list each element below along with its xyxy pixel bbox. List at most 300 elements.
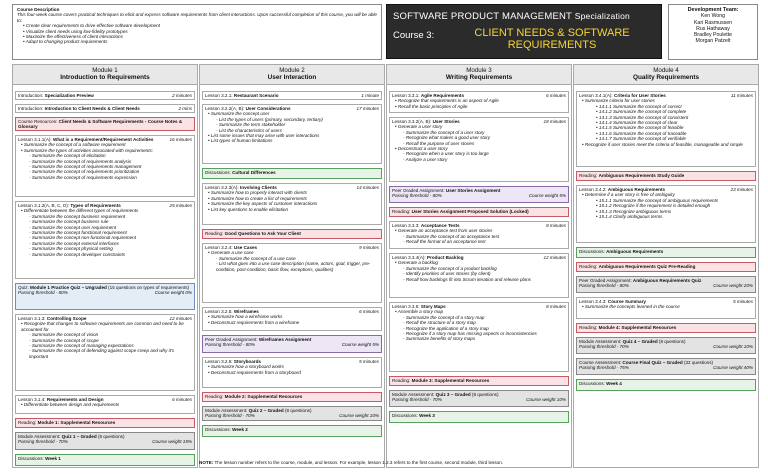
item-duration: 12 minutes [169, 316, 192, 321]
passing-threshold: Passing threshold - 70% [18, 439, 68, 445]
specialization-banner [386, 4, 662, 59]
item-type-label: Discussions: [392, 413, 418, 418]
item-name[interactable]: Storyboards [233, 359, 261, 364]
item-name[interactable]: Module 2: Supplemental Resources [224, 394, 303, 399]
module-1-column [12, 64, 198, 468]
course-objectives [17, 23, 377, 45]
item-header [205, 394, 379, 399]
item-type-label: Peer Graded Assignment: [579, 278, 632, 283]
assessment-meta [392, 397, 566, 402]
objective-bullet: • Generate a user story [395, 124, 566, 129]
course-item-red[interactable] [15, 117, 195, 131]
item-name[interactable]: Course Final Quiz – Graded [622, 360, 683, 365]
item-header [18, 420, 192, 425]
objective-bullet: • Summarize how a storyboard works [208, 364, 379, 369]
item-name[interactable]: Types of Requirements [70, 203, 121, 208]
module-title: Quality Requirements [632, 74, 700, 82]
item-extra: (8 questions) [97, 434, 125, 439]
item-name[interactable]: Restaurant Scenario [233, 93, 279, 98]
objective-list [392, 98, 566, 109]
objective-list [579, 192, 753, 219]
objective-bullet: - Recall how backlogs fit into Scrum iteration and release plans [395, 277, 566, 282]
module-header [387, 65, 571, 85]
development-team [668, 4, 758, 60]
objective-item: • Adapt to changing product requirements [23, 39, 377, 44]
item-name[interactable]: Client Needs & Software Requirements - Course Notes & Glossary [18, 119, 183, 130]
item-header [205, 93, 379, 98]
item-duration: 2 mins [178, 106, 192, 111]
item-label-group [18, 456, 61, 461]
item-type-label: Module Assessment: [205, 408, 248, 413]
objective-bullet: - Summarize the concept of an acceptance test [395, 234, 566, 239]
item-type-label: Reading: [579, 173, 598, 178]
item-header [205, 170, 379, 175]
item-label-group [579, 325, 676, 330]
objective-bullet: - Summarize the concept business rule [21, 219, 192, 224]
objective-bullet: - Analyze a user story [395, 157, 566, 162]
objective-bullet: - Summarize the concept of requirements management [21, 164, 192, 169]
objective-bullet: • 15.1.4 Clarify ambiguous terms [582, 214, 753, 219]
item-name[interactable]: Ambiguous Requirements Quiz Pre-Reading [598, 264, 696, 269]
course-item-plain[interactable] [202, 357, 382, 388]
item-type-label: Reading: [205, 231, 224, 236]
module-3-column [386, 64, 572, 468]
item-name[interactable]: User Stories Assignment Proposed Solution (Locked) [411, 209, 529, 214]
course-item-plain[interactable] [202, 307, 382, 331]
footnote [199, 460, 503, 465]
module-4-column [573, 64, 759, 468]
item-name[interactable]: Ambiguous Requirements [607, 187, 666, 192]
item-name[interactable]: Quiz 2 – Graded [248, 408, 284, 413]
objective-bullet: • 14.1.2 Summarize the concept of complete [582, 109, 753, 114]
objective-bullet: • List key questions to enable elicitation [208, 207, 379, 212]
objective-bullet: - Summarize the concept external interfaces [21, 241, 192, 246]
objective-list [579, 98, 753, 147]
objective-bullet: • Deconstruct requirements from a wireframe [208, 320, 379, 325]
objective-bullet: • Recognize if user stories meet the criteria of feasible, manageable and simple [582, 142, 753, 147]
course-weight: Course weight 5% [528, 193, 566, 199]
course-item-plain[interactable] [15, 201, 195, 279]
module-number: Module 1 [92, 67, 118, 74]
course-item-gray[interactable] [576, 276, 756, 293]
item-duration: 12 minutes [543, 255, 566, 260]
item-duration: 6 minutes [172, 397, 192, 402]
item-label-group [205, 231, 301, 236]
objective-list [18, 142, 192, 180]
item-type-label: Quiz: [18, 285, 29, 290]
item-type-label: Peer Graded Assignment: [392, 188, 445, 193]
course-item-plain[interactable] [202, 91, 382, 100]
objective-bullet: - Summarize the concept of requirements analysis [21, 159, 192, 164]
course-description-title: Course Description [17, 7, 60, 12]
objective-bullet: • 15.1.1 Summarize the concept of ambiguous requirements [582, 198, 753, 203]
course-item-plain[interactable] [389, 91, 569, 113]
course-item-gray[interactable] [576, 358, 756, 375]
objective-bullet: • 14.1.7 Summarize the concept of verifiable [582, 136, 753, 141]
course-item-purple[interactable] [389, 186, 569, 203]
objective-bullet: • Summarize how to properly interact with clients [208, 190, 379, 195]
item-type-label: Lesson 3.3.3: [392, 223, 420, 228]
item-extra: (8 questions) [471, 392, 499, 397]
item-duration: 8 minutes [546, 223, 566, 228]
item-duration: 14 minutes [356, 185, 379, 190]
item-header [392, 413, 566, 418]
item-type-label: Discussions: [205, 427, 231, 432]
objective-bullet: - Summarize the concept of elicitation [21, 153, 192, 158]
team-member: Rus Hathaway [696, 25, 730, 32]
item-header [18, 456, 192, 461]
course-item-blue[interactable] [15, 283, 195, 310]
item-label-group [205, 394, 302, 399]
objective-bullet: - Recall the format of an acceptance test [395, 239, 566, 244]
item-type-label: Reading: [18, 420, 37, 425]
banner-course-number: Course 3: [393, 30, 435, 41]
objective-list [392, 260, 566, 282]
item-header [579, 264, 753, 269]
item-name[interactable]: Requirements and Design [46, 397, 104, 402]
item-name[interactable]: Product Backlog [427, 255, 464, 260]
item-name[interactable]: Module 1 Practice Quiz – Ungraded [30, 285, 107, 290]
specialization-title: SOFTWARE PRODUCT MANAGEMENT [393, 11, 572, 22]
item-type-label: Module Assessment: [579, 339, 622, 344]
module-number: Module 3 [466, 67, 492, 74]
course-item-red[interactable] [576, 323, 756, 333]
item-type-label: Lesson 3.2.3(A): [205, 185, 239, 190]
item-extra: (32 questions) [683, 360, 714, 365]
item-header [392, 209, 566, 214]
item-label-group [205, 93, 279, 98]
objective-list [18, 208, 192, 257]
item-header [392, 378, 566, 383]
course-weight: Course weight 15% [152, 439, 192, 445]
item-name[interactable]: Quiz 4 – Graded [622, 339, 658, 344]
objective-bullet: • Determine if a user story is free of ambiguity [582, 192, 753, 197]
item-name[interactable]: Ambiguous Requirements Study Guide [598, 173, 685, 178]
item-name[interactable]: Cultural Differences [232, 170, 276, 175]
assessment-meta [205, 342, 379, 347]
objective-bullet: • 14.1.1 Summarize the concept of correct [582, 104, 753, 109]
item-name[interactable]: Story Maps [420, 304, 446, 309]
course-item-green[interactable] [576, 379, 756, 391]
course-item-green[interactable] [15, 454, 195, 466]
objective-bullet: - Summarize the concept non-functional requirement [21, 235, 192, 240]
item-name[interactable]: Acceptance Tests [420, 223, 460, 228]
passing-threshold: Passing threshold - 70% [205, 413, 255, 419]
course-item-red[interactable] [202, 392, 382, 402]
item-name[interactable]: Ambiguous Requirements [606, 249, 664, 254]
course-item-plain[interactable] [202, 183, 382, 225]
item-label-group [579, 173, 684, 178]
item-name[interactable]: Wireframes Assignment [258, 337, 312, 342]
item-header [579, 325, 753, 330]
course-item-plain[interactable] [202, 104, 382, 164]
item-header [18, 93, 192, 98]
course-item-plain[interactable] [576, 297, 756, 319]
item-name[interactable]: Use Cases [233, 245, 258, 250]
objective-list [205, 314, 379, 325]
item-name[interactable]: Week 3 [419, 413, 435, 418]
item-name[interactable]: Week 4 [606, 381, 622, 386]
item-name[interactable]: Course Summary [607, 299, 646, 304]
item-type-label: Lesson 3.1.4: [18, 397, 46, 402]
objective-bullet: • 14.1.6 Summarize the concept of traceable [582, 131, 753, 136]
objective-bullet: • 15.1.3 Recognize ambiguous terms [582, 209, 753, 214]
objective-list [205, 250, 379, 272]
assessment-meta [18, 290, 192, 295]
item-name[interactable]: Involving Clients [240, 185, 277, 190]
course-item-green[interactable] [202, 425, 382, 437]
item-name[interactable]: Specialization Preview [44, 93, 94, 98]
objective-bullet: - List what goes into a use case description (name, actors, goal, trigger, pre-condition, post-condition, basic flow, exceptions, qualities) [208, 261, 379, 272]
objective-bullet: • Differentiate between the different types of requirements [21, 208, 192, 213]
course-item-plain[interactable] [15, 395, 195, 414]
item-label-group [392, 413, 435, 418]
item-type-label: Discussions: [579, 381, 605, 386]
objective-bullet: - Summarize the concept of a story map [395, 315, 566, 320]
item-duration: 5 minutes [733, 299, 753, 304]
item-type-label: Lesson 3.3.4(A): [392, 255, 426, 260]
course-weight: Course weight 40% [713, 365, 753, 371]
objective-list [18, 321, 192, 359]
passing-threshold: Passing threshold - 70% [579, 344, 629, 350]
course-item-gray[interactable] [389, 390, 569, 407]
team-member: Bradley Poulette [693, 32, 733, 39]
item-type-label: Reading: [392, 209, 411, 214]
course-weight: Course weight 10% [713, 344, 753, 350]
course-item-plain[interactable] [15, 135, 195, 197]
objective-list [205, 190, 379, 212]
item-name[interactable]: Ambiguous Requirements Quiz [632, 278, 702, 283]
item-name[interactable]: Agile Requirements [420, 93, 465, 98]
item-label-group [392, 378, 489, 383]
item-header [18, 106, 192, 111]
objective-bullet: - Recall the structure of a story map [395, 320, 566, 325]
course-item-gray[interactable] [15, 432, 195, 450]
team-member: Morgan Patzelt [695, 38, 731, 45]
item-type-label: Lesson 3.1.2(A, B, C, D): [18, 203, 70, 208]
banner-course-title: CLIENT NEEDS & SOFTWARE REQUIREMENTS [474, 27, 630, 52]
course-item-plain[interactable] [15, 104, 195, 113]
course-item-red[interactable] [576, 171, 756, 181]
item-label-group [579, 381, 622, 386]
objective-bullet: - Recognize if a story map has missing aspects or inconsistencies [395, 331, 566, 336]
course-item-gray[interactable] [202, 406, 382, 421]
item-duration: 6 minutes [359, 309, 379, 314]
item-type-label: Module Assessment: [392, 392, 435, 397]
objective-bullet: • Recognize that changes to software requirements are common and need to be accounted for [21, 321, 192, 332]
objective-bullet: - Summarize benefits of story maps [395, 336, 566, 341]
item-header [205, 427, 379, 432]
course-item-plain[interactable] [389, 221, 569, 249]
course-item-plain[interactable] [576, 91, 756, 167]
item-type-label: Lesson 3.2.2(A, B): [205, 106, 245, 111]
objective-bullet: • 14.1.4 Summarize the concept of clear [582, 120, 753, 125]
item-name[interactable]: Controlling Scope [46, 316, 87, 321]
item-label-group [18, 420, 115, 425]
assessment-meta [579, 283, 753, 288]
item-type-label: Module Assessment: [18, 434, 61, 439]
objective-list [579, 304, 753, 309]
item-type-label: Lesson 3.4.3: [579, 299, 607, 304]
footnote-label: NOTE: [199, 460, 214, 465]
item-type-label: Reading: [579, 264, 598, 269]
objective-bullet: - Identify priorities of user stories (by client) [395, 271, 566, 276]
course-item-plain[interactable] [15, 314, 195, 391]
passing-threshold: Passing threshold - 80% [205, 342, 255, 348]
item-label-group [205, 427, 248, 432]
objective-bullet: - Summarize the concept of a user story [395, 130, 566, 135]
objective-bullet: • 14.1.5 Summarize the concept of feasible [582, 125, 753, 130]
course-item-plain[interactable] [202, 243, 382, 303]
objective-bullet: - Summarize the term stakeholder [208, 122, 379, 127]
objective-item: • Create clear requirements to drive effective software development [23, 23, 377, 28]
item-name[interactable]: User Considerations [245, 106, 291, 111]
item-type-label: Lesson 3.4.2: [579, 187, 607, 192]
item-name[interactable]: Module 3: Supplemental Resources [411, 378, 490, 383]
module-header [574, 65, 758, 85]
assessment-meta [579, 344, 753, 349]
course-item-plain[interactable] [15, 91, 195, 100]
item-type-label: Lesson 3.1.1(A): [18, 137, 52, 142]
item-type-label: Reading: [392, 378, 411, 383]
item-label-group [579, 264, 695, 269]
objective-bullet: - Summarize the concept of requirements prioritization [21, 169, 192, 174]
item-type-label: Lesson 3.3.2(A, B): [392, 119, 432, 124]
item-name[interactable]: User Stories [432, 119, 460, 124]
objective-bullet: - Summarize the concept user requirement [21, 225, 192, 230]
course-description [12, 4, 382, 60]
objective-bullet: • Summarize the key aspects of customer interactions [208, 201, 379, 206]
objective-item: • Visualize client needs using low-fidelity prototypes [23, 29, 377, 34]
objective-item: • Maximize the effectiveness of client interactions [23, 34, 377, 39]
module-number: Module 2 [279, 67, 305, 74]
course-item-green[interactable] [576, 247, 756, 258]
item-name[interactable]: Module 1: Supplemental Resources [37, 420, 116, 425]
course-item-green[interactable] [389, 411, 569, 423]
objective-bullet: - Summarize the concept physical setting [21, 246, 192, 251]
objective-bullet: • Summarize the concepts learned in the course [582, 304, 753, 309]
item-label-group [18, 106, 140, 111]
item-name[interactable]: Good Questions to Ask Your Client [224, 231, 301, 236]
item-duration: 1 minute [361, 93, 379, 98]
item-name[interactable]: What is a Requirement/Requirement Activities [53, 137, 154, 142]
banner-line1 [393, 11, 630, 22]
course-item-red[interactable] [202, 229, 382, 239]
course-description-intro: This four-week course covers practical techniques to elicit and express software requirements from client interactions. Upon successful completion of this course, you will be able to: [17, 12, 377, 23]
assessment-meta [392, 193, 566, 198]
objective-bullet: - Recognize what makes a good user story [395, 135, 566, 140]
specialization-word: Specialization [574, 11, 630, 21]
footnote-text: The lesson number refers to the course, module, and lesson. For example, lesson 1.2.3 refers to the first course, second module, third lesson. [214, 460, 504, 465]
objective-bullet: - Summarize the concept of a use case [208, 256, 379, 261]
objective-list [392, 124, 566, 162]
item-header [579, 173, 753, 178]
objective-bullet: • Assemble a story map [395, 309, 566, 314]
module-title: Introduction to Requirements [60, 74, 150, 82]
item-type-label: Discussions: [205, 170, 231, 175]
item-duration: 2 minutes [172, 93, 192, 98]
item-name[interactable]: Wireframes [233, 309, 259, 314]
objective-bullet: - List the types of users (primary, secondary, tertiary) [208, 117, 379, 122]
objective-bullet: • Generate an acceptance test from user stories [395, 228, 566, 233]
objective-bullet: • Summarize how a wireframe works [208, 314, 379, 319]
course-item-plain[interactable] [389, 302, 569, 372]
course-item-red[interactable] [389, 376, 569, 386]
module-header [200, 65, 384, 85]
item-name[interactable]: Criteria for User Stories [614, 93, 666, 98]
item-duration: 5 minutes [359, 359, 379, 364]
item-duration: 25 minutes [169, 203, 192, 208]
item-header [205, 231, 379, 236]
item-name[interactable]: Quiz 3 – Graded [435, 392, 471, 397]
assessment-meta [18, 439, 192, 444]
item-type-label: Discussions: [18, 456, 44, 461]
objective-bullet: • List some issues that may arise with user interactions [208, 133, 379, 138]
objective-bullet: - List the characteristics of users [208, 128, 379, 133]
item-name[interactable]: Week 2 [232, 427, 248, 432]
objective-bullet: • 15.1.2 Recognize if the requirement is detailed enough [582, 203, 753, 208]
course-item-plain[interactable] [389, 253, 569, 298]
module-number: Module 4 [653, 67, 679, 74]
team-member: Ken Wong [700, 13, 726, 20]
item-extra: (8 questions) [658, 339, 686, 344]
item-duration: 9 minutes [359, 245, 379, 250]
course-weight: Course weight 5% [341, 342, 379, 348]
item-label-group [392, 209, 529, 214]
course-item-red[interactable] [15, 418, 195, 428]
item-duration: 16 minutes [169, 137, 192, 142]
course-item-purple[interactable] [202, 335, 382, 353]
item-header [18, 119, 192, 130]
item-type-label: Lesson 3.2.4: [205, 245, 233, 250]
course-item-gray[interactable] [576, 337, 756, 354]
item-type-label: Discussions: [579, 249, 605, 254]
objective-bullet: • Summarize the types of activities associated with requirements: [21, 148, 192, 153]
assessment-meta [579, 365, 753, 370]
objective-bullet: • List types of human limitations [208, 138, 379, 143]
item-name[interactable]: User Stories Assignment [445, 188, 501, 193]
course-item-red[interactable] [576, 262, 756, 272]
item-name[interactable]: Quiz 1 – Graded [61, 434, 97, 439]
objective-bullet: - Summarize the concept of defending against scope creep and why it's important [21, 348, 192, 359]
course-item-plain[interactable] [389, 117, 569, 182]
item-name[interactable]: Module 4: Supplemental Resources [598, 325, 677, 330]
item-type-label: Lesson 3.2.6: [205, 359, 233, 364]
module-title: Writing Requirements [445, 74, 513, 82]
item-name[interactable]: Week 1 [45, 456, 61, 461]
item-name[interactable]: Introduction to Client Needs & Client Needs [44, 106, 140, 111]
course-weight: Course weight 0% [154, 290, 192, 296]
objective-bullet: • Summarize the concept user [208, 111, 379, 116]
module-header [13, 65, 197, 85]
objective-bullet: • Recall the basic principles of Agile [395, 104, 566, 109]
course-item-green[interactable] [202, 168, 382, 179]
objective-list [392, 228, 566, 244]
item-type-label: Introduction: [18, 93, 44, 98]
passing-threshold: Passing threshold - 70% [392, 397, 442, 403]
course-item-plain[interactable] [576, 185, 756, 243]
objective-bullet: - Summarize the concept of scope [21, 338, 192, 343]
item-type-label: Reading: [579, 325, 598, 330]
team-title: Development Team: [687, 7, 739, 13]
passing-threshold: Passing threshold - 80% [392, 193, 442, 199]
item-type-label: Introduction: [18, 106, 44, 111]
item-duration: 23 minutes [730, 187, 753, 192]
objective-list [205, 111, 379, 143]
course-item-red[interactable] [389, 207, 569, 217]
course-weight: Course weight 10% [526, 397, 566, 403]
objective-bullet: • Deconstruct requirements from a storyboard [208, 370, 379, 375]
